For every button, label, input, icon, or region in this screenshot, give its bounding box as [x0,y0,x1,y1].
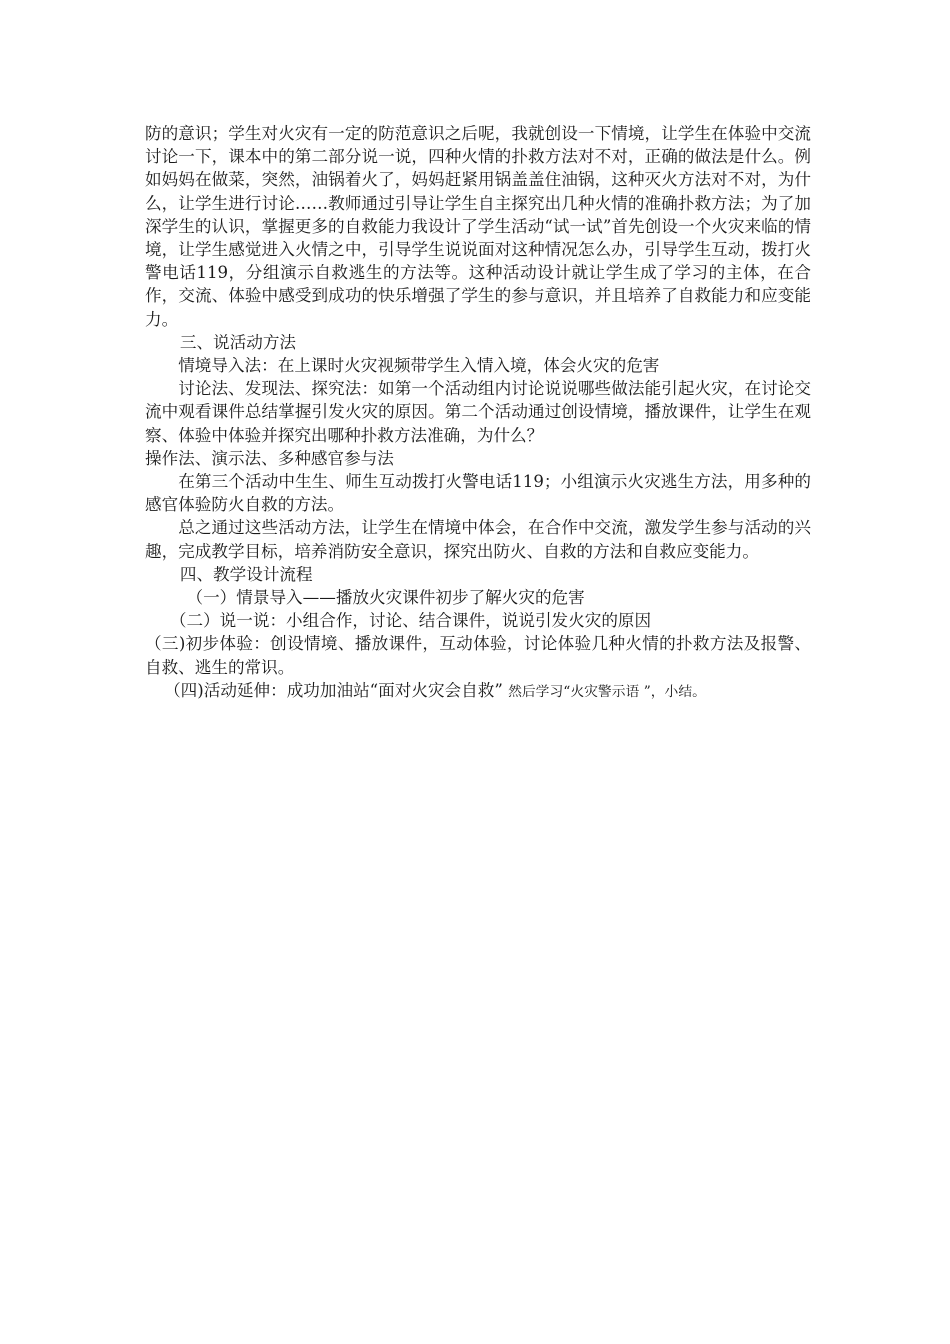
flow-step-4 [145,679,811,704]
paragraph-discussion-method: 讨论法、发现法、探究法：如第一个活动组内讨论说说哪些做法能引起火灾，在讨论交流中观看课件总结掌握引发火灾的原因。第二个活动通过创设情境，播放课件，让学生在观察、体验中体验并探究出哪种扑救方法准确，为什么？ [145,379,811,445]
paragraph-activity-design: 防的意识；学生对火灾有一定的防范意识之后呢，我就创设一下情境，让学生在体验中交流讨论一下，课本中的第二部分说一说，四种火情的扑救方法对不对，正确的做法是什么。例如妈妈在做菜，突然，油锅着火了，妈妈赶紧用锅盖盖住油锅，这种灭火方法对不对，为什么，让学生进行讨论……教师通过引导让学生自主探究出几种火情的准确扑救方法；为了加深学生的认识，掌握更多的自救能力我设计了学生活动“试一试”首先创设一个火灾来临的情境，让学生感觉进入火情之中，引导学生说说面对这种情况怎么办，引导学生互动，拨打火警电话119，分组演示自救逃生的方法等。这种活动设计就让学生成了学习的主体，在合作，交流、体验中感受到成功的快乐增强了学生的参与意识，并且培养了自救能力和应变能力。 [145,124,811,329]
heading-teaching-flow: 四、教学设计流程 [179,564,313,584]
paragraph-third-activity: 在第三个活动中生生、师生互动拨打火警电话119；小组演示火灾逃生方法，用多种的感官体验防火自救的方法。 [145,472,811,515]
flow-step-4-main: （四)活动延伸：成功加油站“面对火灾会自救” [164,680,503,700]
paragraph-summary: 总之通过这些活动方法，让学生在情境中体会，在合作中交流，激发学生参与活动的兴趣，完成教学目标，培养消防安全意识，探究出防火、自救的方法和自救应变能力。 [145,518,811,561]
paragraph-operation-method: 操作法、演示法、多种感官参与法 [145,448,394,468]
flow-step-2: （二）说一说：小组合作，讨论、结合课件，说说引发火灾的原因 [169,611,652,631]
heading-activity-methods: 三、说活动方法 [179,332,297,352]
flow-step-1: （一）情景导入——播放火灾课件初步了解火灾的危害 [186,588,585,608]
flow-step-3: （三)初步体验：创设情境、播放课件，互动体验，讨论体验几种火情的扑救方法及报警、自救、逃生的常识。 [145,634,811,677]
paragraph-situation-method: 情境导入法：在上课时火灾视频带学生入情入境，体会火灾的危害 [178,356,660,376]
document-body [145,122,811,704]
flow-step-4-tail: 然后学习“火灾警示语 ”，小结。 [508,683,706,700]
